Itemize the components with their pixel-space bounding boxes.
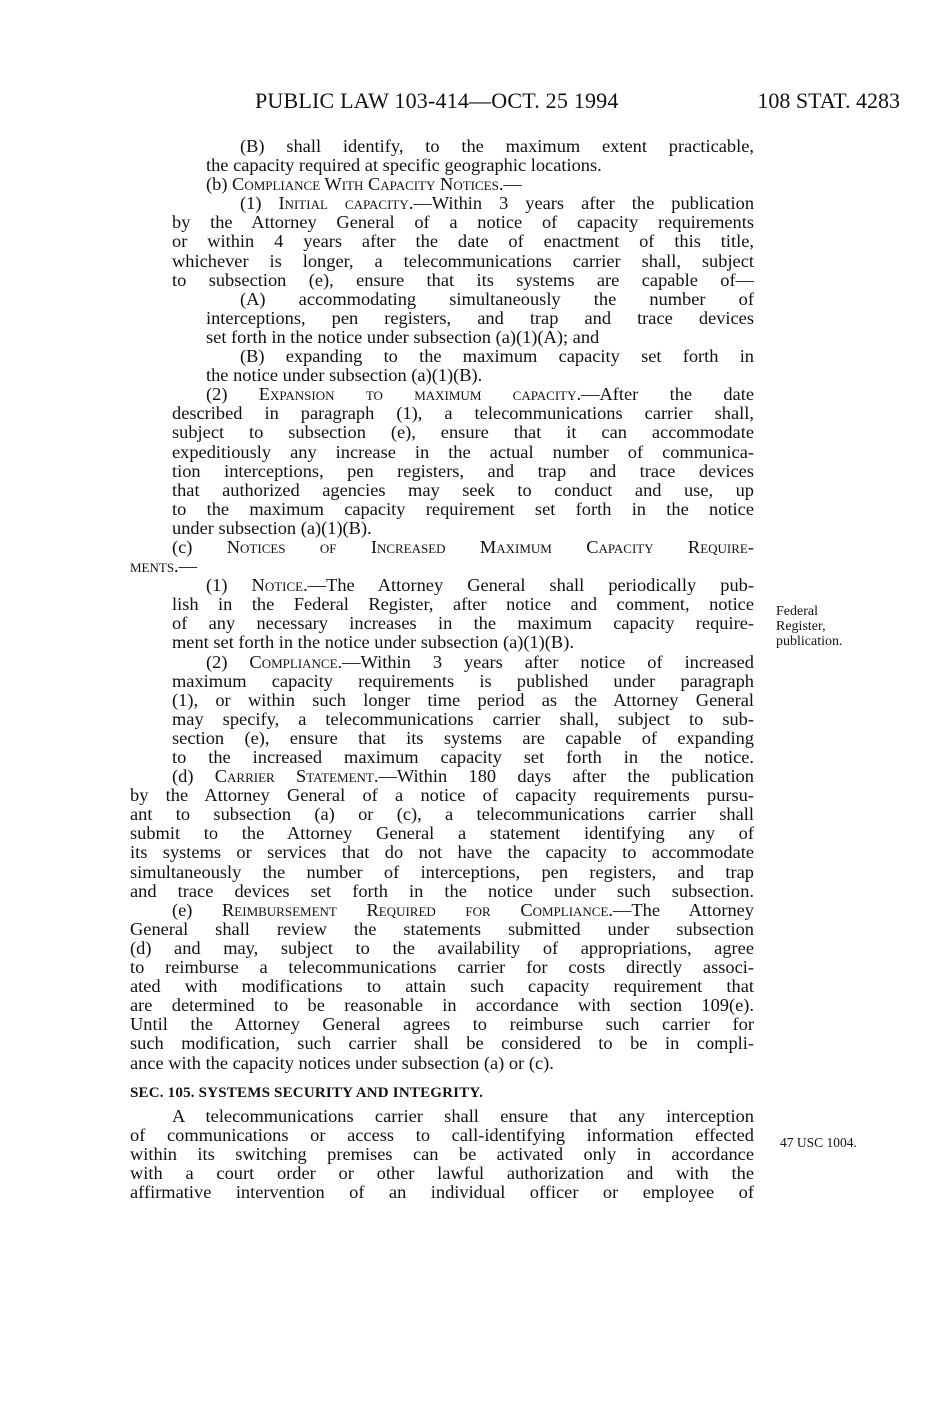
text-line: set forth in the notice under subsection (a)(1)(A); and	[206, 326, 600, 347]
text-line: by the Attorney General of a notice of capacity requirements	[172, 212, 754, 233]
text-line: the notice under subsection (a)(1)(B).	[206, 365, 483, 386]
text-line: to the increased maximum capacity set forth in the notice.	[172, 747, 754, 767]
section-heading: SEC. 105. SYSTEMS SECURITY AND INTEGRITY.	[130, 1084, 484, 1101]
text-line: (B) expanding to the maximum capacity set forth in	[240, 346, 754, 367]
text-line: maximum capacity requirements is published under paragraph	[172, 670, 754, 691]
subsection-c-heading-cont: ments.—	[130, 556, 198, 577]
text-line: interceptions, pen registers, and trap and trace devices	[206, 307, 754, 328]
text-line: by the Attorney General of a notice of capacity requirements pursu-	[130, 785, 754, 806]
text-line: such modification, such carrier shall be considered to be in compli-	[130, 1033, 754, 1054]
text-line: described in paragraph (1), a telecommunications carrier shall,	[172, 403, 754, 424]
text-line: that authorized agencies may seek to conduct and use, up	[172, 479, 754, 500]
text-line: (1), or within such longer time period as the Attorney General	[172, 689, 754, 710]
text-line: ance with the capacity notices under subsection (a) or (c).	[130, 1052, 554, 1073]
text-line: General shall review the statements submitted under subsection	[130, 918, 754, 939]
margin-note-usc-citation: 47 USC 1004.	[780, 1135, 857, 1150]
text-line: to the maximum capacity requirement set forth in the notice	[172, 498, 754, 519]
text-line: may specify, a telecommunications carrier shall, subject to sub-	[172, 708, 754, 729]
text-line: expeditiously any increase in the actual number of communica-	[172, 441, 754, 462]
text-line: and trace devices set forth in the notice under such subsection.	[130, 880, 754, 901]
text-line: ment set forth in the notice under subsection (a)(1)(B).	[172, 632, 574, 653]
body-text	[130, 137, 754, 1202]
text-line: submit to the Attorney General a statement identifying any of	[130, 823, 754, 844]
text-line: (B) shall identify, to the maximum extent practicable,	[240, 136, 754, 156]
paragraph-heading-line: (1) Initial capacity.—Within 3 years after the publication	[240, 193, 755, 214]
text-line: tion interceptions, pen registers, and trap and trace devices	[172, 460, 754, 481]
text-line: affirmative intervention of an individual officer or employee of	[130, 1182, 754, 1203]
text-line: or within 4 years after the date of enactment of this title,	[172, 231, 754, 252]
text-line: are determined to be reasonable in accordance with section 109(e).	[130, 995, 754, 1016]
text-line: (A) accommodating simultaneously the number of	[240, 288, 754, 309]
text-line: A telecommunications carrier shall ensure that any interception	[172, 1105, 754, 1126]
text-line: with a court order or other lawful authorization and with the	[130, 1162, 754, 1183]
text-line: to reimburse a telecommunications carrier for costs directly associ-	[130, 957, 754, 978]
text-line: to subsection (e), ensure that its systems are capable of—	[172, 269, 754, 290]
text-line: whichever is longer, a telecommunications carrier shall, subject	[172, 250, 754, 271]
header-stat-page: 108 STAT. 4283	[757, 88, 900, 113]
subsection-b-heading: (b) Compliance With Capacity Notices.—	[206, 174, 522, 195]
text-line: subject to subsection (e), ensure that it can accommodate	[172, 422, 754, 443]
text-line: simultaneously the number of interceptions, pen registers, and trap	[130, 861, 754, 882]
text-line: of communications or access to call-identifying information effected	[130, 1124, 754, 1145]
text-line: its systems or services that do not have the capacity to accommodate	[130, 842, 754, 863]
text-line: within its switching premises can be activated only in accordance	[130, 1143, 754, 1164]
header-title: PUBLIC LAW 103-414—OCT. 25 1994	[255, 88, 619, 113]
paragraph-heading-line: (2) Expansion to maximum capacity.—After the date	[206, 384, 754, 405]
subsection-d-heading-line: (d) Carrier Statement.—Within 180 days after the publication	[172, 766, 755, 787]
text-line: section (e), ensure that its systems are capable of expanding	[172, 727, 754, 748]
page-header	[130, 88, 900, 118]
text-line: of any necessary increases in the maximum capacity require-	[172, 613, 754, 634]
subsection-c-heading: (c) Notices of Increased Maximum Capacity Require-	[172, 536, 754, 557]
text-line: the capacity required at specific geographic locations.	[206, 155, 602, 176]
text-line: (d) and may, subject to the availability of appropriations, agree	[130, 937, 754, 958]
paragraph-heading-line: (1) Notice.—The Attorney General shall periodically pub-	[206, 575, 754, 596]
text-line: under subsection (a)(1)(B).	[172, 517, 372, 538]
paragraph-heading-line: (2) Compliance.—Within 3 years after notice of increased	[206, 651, 755, 672]
text-line: ated with modifications to attain such capacity requirement that	[130, 976, 754, 997]
margin-note-federal-register: Federal Register, publication.	[776, 604, 843, 649]
subsection-e-heading-line: (e) Reimbursement Required for Compliance.—The Attorney	[172, 899, 754, 920]
text-line: Until the Attorney General agrees to reimburse such carrier for	[130, 1014, 754, 1035]
text-line: ant to subsection (a) or (c), a telecommunications carrier shall	[130, 804, 754, 825]
text-line: lish in the Federal Register, after notice and comment, notice	[172, 594, 754, 615]
